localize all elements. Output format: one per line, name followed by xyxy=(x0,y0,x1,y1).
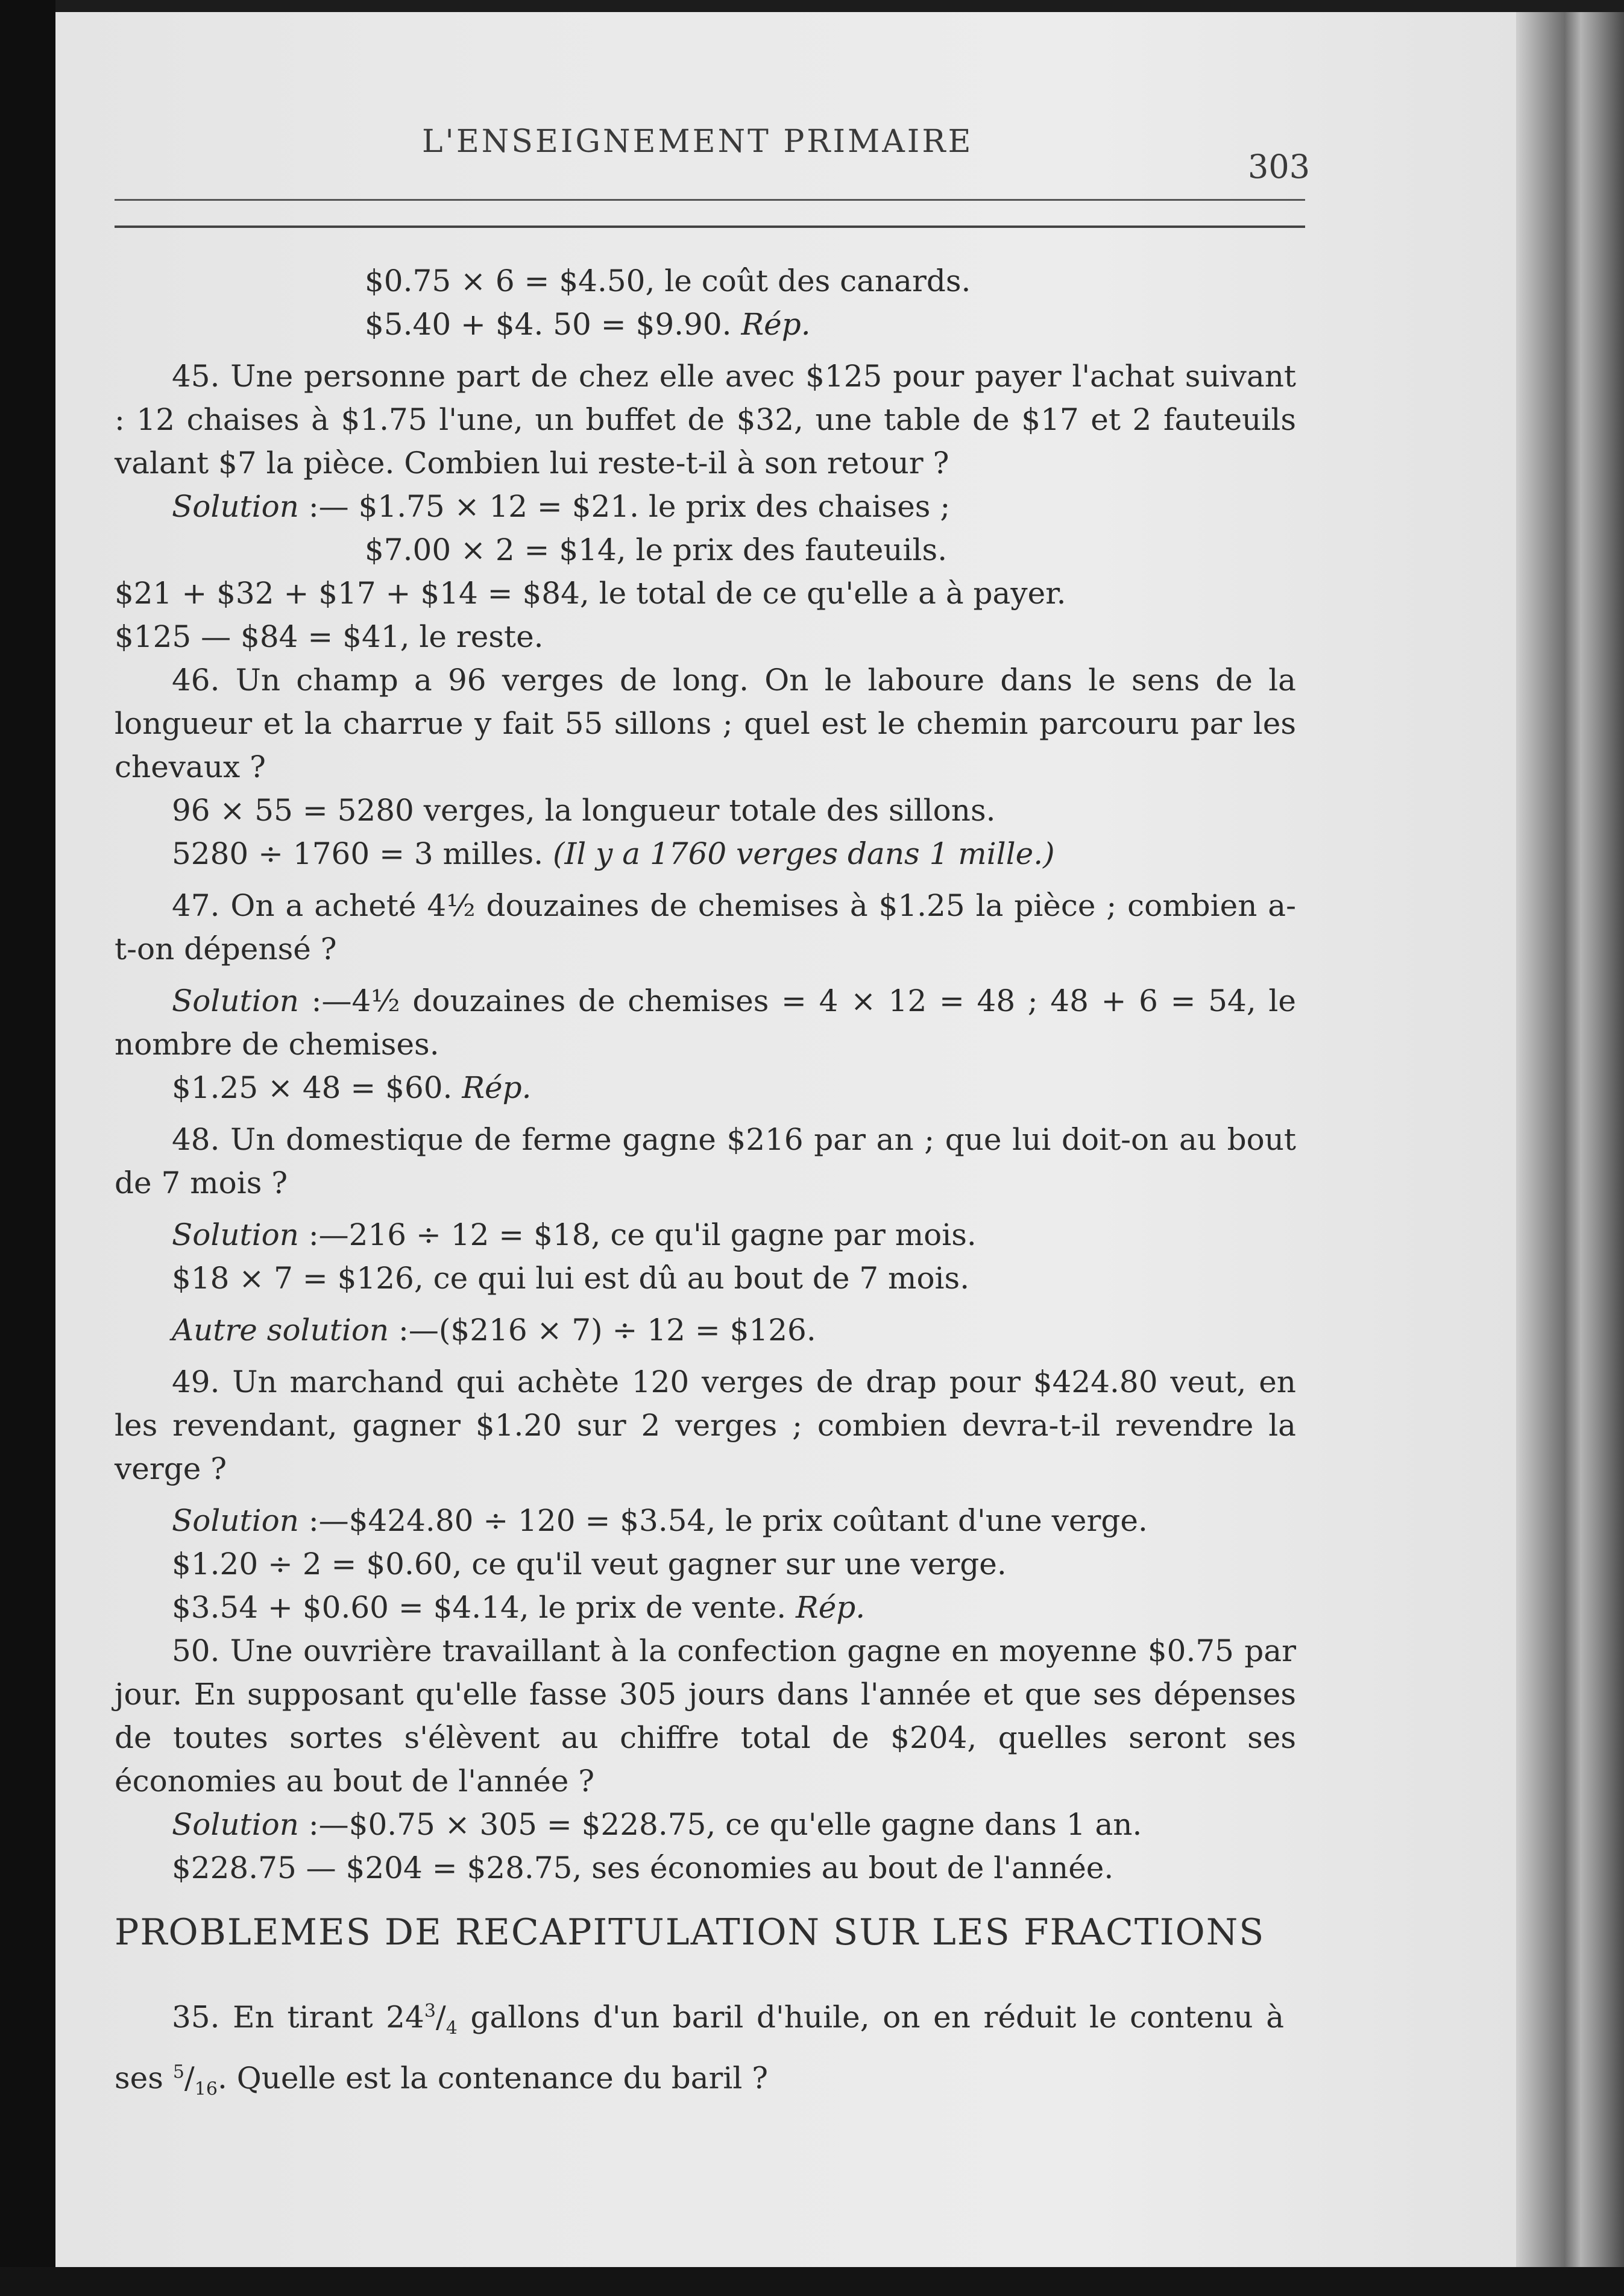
page-number: 303 xyxy=(1248,148,1311,186)
solution-47: Solution :—4½ douzaines de chemises = 4 × 12 = 48 ; 48 + 6 = 54, le nombre de chemises. xyxy=(115,983,1296,1062)
solution-line: $18 × 7 = $126, ce qui lui est dû au bout de 7 mois. xyxy=(172,1261,970,1296)
scan-border-bottom xyxy=(0,2267,1624,2296)
solution-line: $228.75 — $204 = $28.75, ses économies au bout de l'année. xyxy=(172,1850,1114,1885)
problem-48: 48. Un domestique de ferme gagne $216 par an ; que lui doit-on au bout de 7 mois ? xyxy=(115,1122,1296,1200)
solution-line: $125 — $84 = $41, le reste. xyxy=(115,619,544,654)
solution-line: $3.54 + $0.60 = $4.14, le prix de vente. Rép. xyxy=(172,1590,866,1625)
problem-35: 35. En tirant $24^3/_4$ gallons d'un baril d'huile, on en réduit le contenu à ses $^5/_{16}$. Quelle est la contenance du baril ? xyxy=(115,1999,1284,2100)
header-rule-top xyxy=(115,199,1305,201)
solution-line: 96 × 55 = 5280 verges, la longueur totale des sillons. xyxy=(172,793,996,828)
problem-46: 46. Un champ a 96 verges de long. On le laboure dans le sens de la longueur et la charrue y fait 55 sillons ; quel est le chemin parcouru par les chevaux ? xyxy=(115,663,1296,784)
solution-line: $1.20 ÷ 2 = $0.60, ce qu'il veut gagner sur une verge. xyxy=(172,1547,1007,1582)
problem-45: 45. Une personne part de chez elle avec $125 pour payer l'achat suivant : 12 chaises à $1.75 l'une, un buffet de $32, une table de $17 et 2 fauteuils valant $7 la pièce. Combien lui reste-t-il à son retour ? xyxy=(115,359,1296,481)
section-heading: PROBLEMES DE RECAPITULATION SUR LES FRACTIONS xyxy=(115,1911,1265,1954)
problem-47: 47. On a acheté 4½ douzaines de chemises à $1.25 la pièce ; combien a-t-on dépensé ? xyxy=(115,888,1296,967)
running-header: L'ENSEIGNEMENT PRIMAIRE xyxy=(422,124,974,160)
solution-line: $1.25 × 48 = $60. Rép. xyxy=(172,1070,532,1105)
solution-line: Solution :—$0.75 × 305 = $228.75, ce qu'elle gagne dans 1 an. xyxy=(172,1807,1142,1842)
book-binding-edge xyxy=(1516,12,1624,2267)
calc-line: $0.75 × 6 = $4.50, le coût des canards. xyxy=(365,263,971,298)
calc-line: $5.40 + $4. 50 = $9.90. Rép. xyxy=(365,307,811,342)
header-rule-bottom xyxy=(115,226,1305,228)
solution-line: Solution :—216 ÷ 12 = $18, ce qu'il gagne par mois. xyxy=(172,1217,977,1252)
solution-line: Autre solution :—($216 × 7) ÷ 12 = $126. xyxy=(172,1313,816,1348)
solution-line: Solution :— $1.75 × 12 = $21. le prix des chaises ; xyxy=(172,489,951,524)
solution-line: Solution :—$424.80 ÷ 120 = $3.54, le prix coûtant d'une verge. xyxy=(172,1503,1148,1538)
problem-49: 49. Un marchand qui achète 120 verges de drap pour $424.80 veut, en les revendant, gagner $1.20 sur 2 verges ; combien devra-t-il revendre la verge ? xyxy=(115,1364,1296,1486)
solution-line: $7.00 × 2 = $14, le prix des fauteuils. xyxy=(365,532,948,567)
solution-line: $21 + $32 + $17 + $14 = $84, le total de ce qu'elle a à payer. xyxy=(115,576,1066,611)
solution-line: 5280 ÷ 1760 = 3 milles. (Il y a 1760 verges dans 1 mille.) xyxy=(172,836,1055,871)
scan-border-left xyxy=(0,0,55,2296)
page-body xyxy=(115,259,1296,1890)
problem-50: 50. Une ouvrière travaillant à la confection gagne en moyenne $0.75 par jour. En supposant qu'elle fasse 305 jours dans l'année et que ses dépenses de toutes sortes s'élèvent au chiffre total de $204, quelles seront ses économies au bout de l'année ? xyxy=(115,1633,1296,1799)
